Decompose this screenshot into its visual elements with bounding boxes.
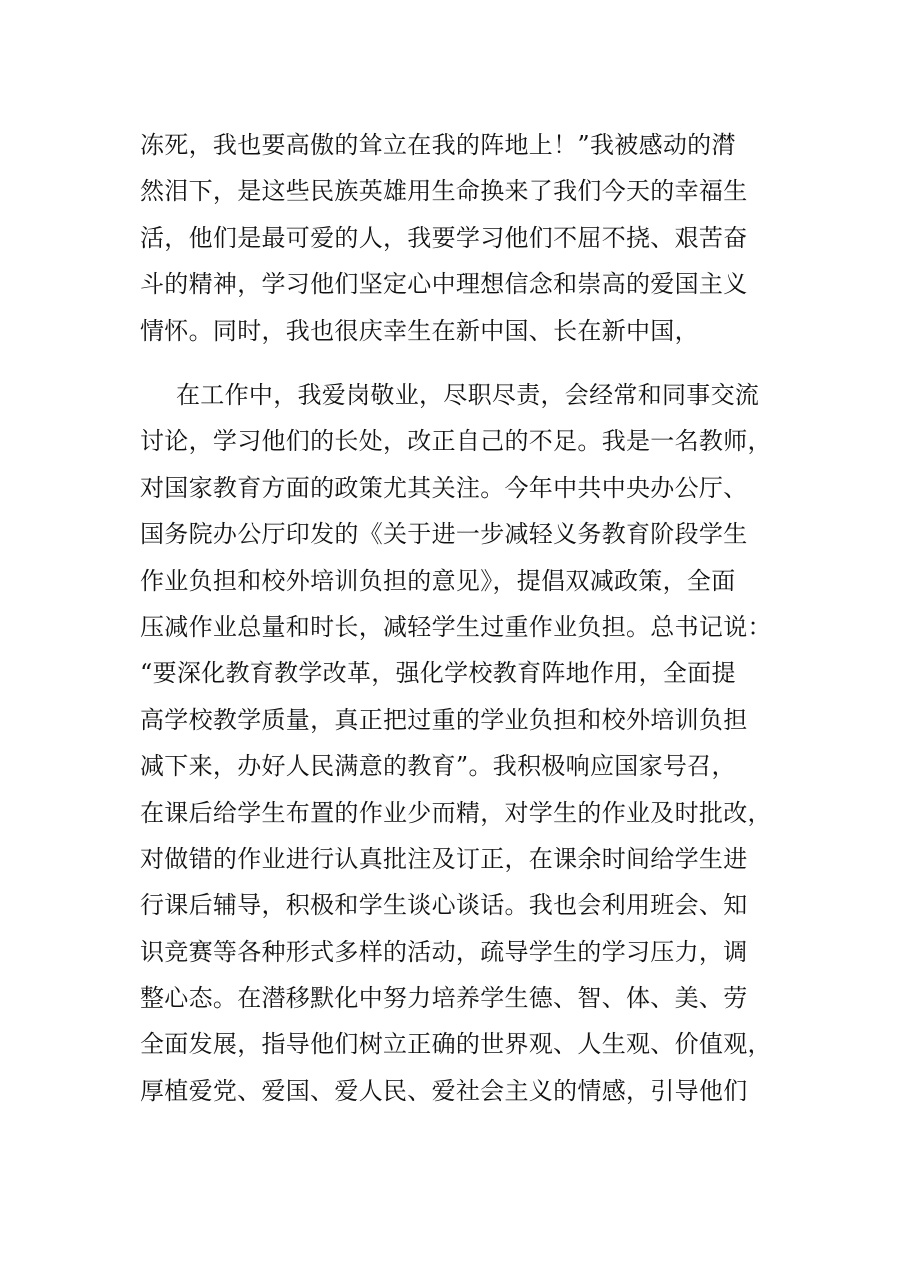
text-line: 作业负担和校外培训负担的意见》，提倡双减政策，全面 [140, 566, 736, 595]
paragraph-1 [140, 122, 780, 354]
text-line: 高学校教学质量，真正把过重的学业负担和校外培训负担 [140, 705, 748, 734]
text-line: 在课后给学生布置的作业少而精，对学生的作业及时批改， [140, 798, 772, 827]
text-line: 全面发展，指导他们树立正确的世界观、人生观、价值观， [140, 1030, 772, 1059]
text-line: 识竞赛等各种形式多样的活动，疏导学生的学习压力，调 [140, 937, 748, 966]
text-line: 压减作业总量和时长，减轻学生过重作业负担。总书记说： [140, 612, 772, 641]
text-line: 对做错的作业进行认真批注及订正，在课余时间给学生进 [140, 844, 748, 873]
text-line: 国务院办公厅印发的《关于进一步减轻义务教育阶段学生 [140, 520, 748, 549]
text-line: 讨论，学习他们的长处，改正自己的不足。我是一名教师， [140, 427, 772, 456]
text-line: 对国家教育方面的政策尤其关注。今年中共中央办公厅、 [140, 473, 748, 502]
text-line: 情怀。同时，我也很庆幸生在新中国、长在新中国， [140, 316, 699, 345]
text-line: 冻死，我也要高傲的耸立在我的阵地上！”我被感动的潸 [140, 131, 736, 159]
text-line: 活，他们是最可爱的人，我要学习他们不屈不挠、艰苦奋 [140, 223, 748, 252]
text-line: 行课后辅导，积极和学生谈心谈话。我也会利用班会、知 [140, 891, 748, 920]
text-line: 斗的精神，学习他们坚定心中理想信念和崇高的爱国主义 [140, 270, 748, 299]
text-line: 厚植爱党、爱国、爱人民、爱社会主义的情感，引导他们 [140, 1076, 748, 1105]
text-line: 减下来，办好人民满意的教育”。我积极响应国家号召， [140, 752, 736, 781]
text-line: “要深化教育教学改革，强化学校教育阵地作用，全面提 [140, 659, 736, 688]
text-line: 在工作中，我爱岗敬业，尽职尽责，会经常和同事交流 [176, 381, 760, 409]
text-line: 整心态。在潜移默化中努力培养学生德、智、体、美、劳 [140, 984, 748, 1013]
paragraph-2 [140, 372, 780, 1114]
text-line: 然泪下，是这些民族英雄用生命换来了我们今天的幸福生 [140, 177, 748, 206]
